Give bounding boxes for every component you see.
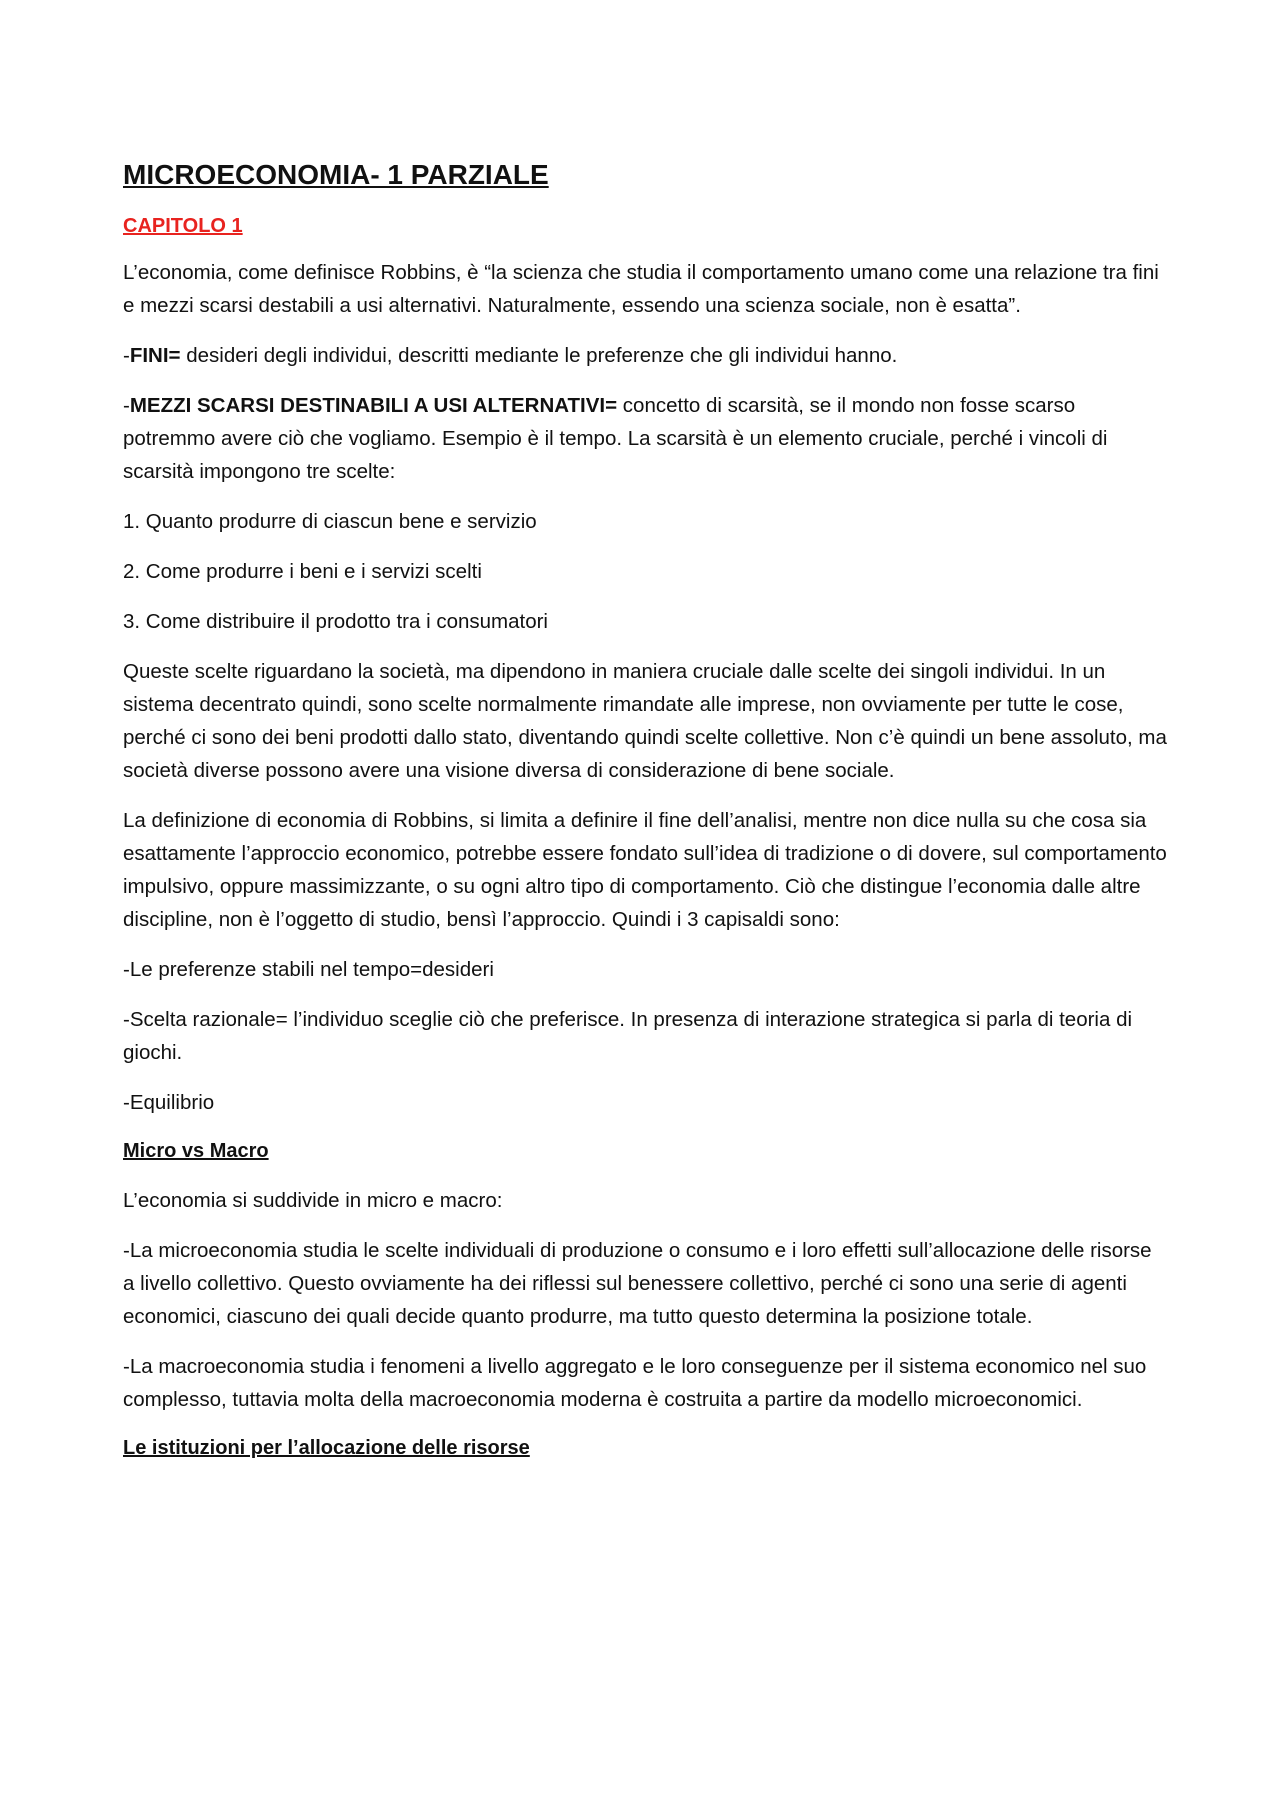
paragraph-microeconomia: -La microeconomia studia le scelte individuali di produzione o consumo e i loro effetti sull’allocazione delle risorse a livello collettivo. Questo ovviamente ha dei riflessi sul benessere collettivo, perché ci sono una serie di agenti economici, ciascuno dei quali decide quanto produrre, ma tutto questo determina la posizione totale. — [123, 1239, 1152, 1328]
fini-definition: desideri degli individui, descritti mediante le preferenze che gli individui hanno. — [180, 344, 898, 367]
section-heading-micro-macro: Micro vs Macro — [123, 1140, 269, 1162]
section-heading-istituzioni: Le istituzioni per l’allocazione delle risorse — [123, 1437, 530, 1459]
list-item: 3. Come distribuire il prodotto tra i consumatori — [123, 610, 548, 633]
paragraph-scelte-societa: Queste scelte riguardano la società, ma dipendono in maniera cruciale dalle scelte dei singoli individui. In un sistema decentrato quindi, sono scelte normalmente rimandate alle imprese, non ovviamente per tutte le cose, perché ci sono dei beni prodotti dallo stato, diventando quindi scelte collettive. Non c’è quindi un bene assoluto, ma società diverse possono avere una visione diversa di considerazione di bene sociale. — [123, 660, 1167, 782]
paragraph-preferenze: -Le preferenze stabili nel tempo=desideri — [123, 958, 494, 981]
fini-term: FINI= — [129, 344, 181, 367]
document-title: MICROECONOMIA- 1 PARZIALE — [123, 159, 549, 190]
list-item: 2. Come produrre i beni e i servizi scelti — [123, 560, 482, 583]
chapter-heading: CAPITOLO 1 — [123, 215, 243, 237]
paragraph-approccio-economico: La definizione di economia di Robbins, si limita a definire il fine dell’analisi, mentre non dice nulla su che cosa sia esattamente l’approccio economico, potrebbe essere fondato sull’idea di tradizione o di dovere, sul comportamento impulsivo, oppure massimizzante, o su ogni altro tipo di comportamento. Ciò che distingue l’economia dalle altre discipline, non è l’oggetto di studio, bensì l’approccio. Quindi i 3 capisaldi sono: — [123, 809, 1167, 931]
mezzi-prefix: - — [123, 394, 130, 417]
list-item: 1. Quanto produrre di ciascun bene e servizio — [123, 510, 537, 533]
paragraph-mezzi-scarsi — [123, 389, 1168, 488]
mezzi-term: MEZZI SCARSI DESTINABILI A USI ALTERNATIVI= — [129, 394, 618, 417]
fini-prefix: - — [123, 344, 130, 367]
document-page — [123, 156, 1168, 1481]
paragraph-robbins-definition: L’economia, come definisce Robbins, è “la scienza che studia il comportamento umano come una relazione tra fini e mezzi scarsi destabili a usi alternativi. Naturalmente, essendo una scienza sociale, non è esatta”. — [123, 261, 1159, 317]
paragraph-scelta-razionale: -Scelta razionale= l’individuo sceglie ciò che preferisce. In presenza di interazione strategica si parla di teoria di giochi. — [123, 1008, 1133, 1064]
paragraph-fini — [123, 339, 1168, 372]
paragraph-micro-macro-intro: L’economia si suddivide in micro e macro: — [123, 1189, 503, 1212]
paragraph-macroeconomia: -La macroeconomia studia i fenomeni a livello aggregato e le loro conseguenze per il sistema economico nel suo complesso, tuttavia molta della macroeconomia moderna è costruita a partire da modello microeconomici. — [123, 1355, 1147, 1411]
mezzi-definition: concetto di scarsità, se il mondo non fosse scarso potremmo avere ciò che vogliamo. Esempio è il tempo. La scarsità è un elemento cruciale, perché i vincoli di scarsità impongono tre scelte: — [123, 394, 1108, 483]
paragraph-equilibrio: -Equilibrio — [123, 1091, 215, 1114]
